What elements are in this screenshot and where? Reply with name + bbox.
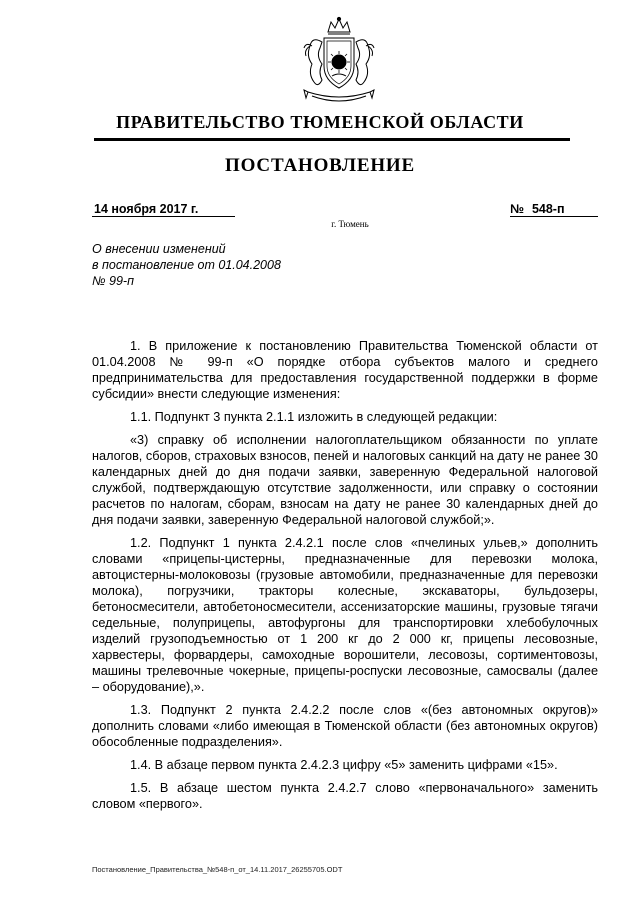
decree-number-line <box>510 202 598 217</box>
subject-line: № 99-п <box>92 274 134 288</box>
government-name: ПРАВИТЕЛЬСТВО ТЮМЕНСКОЙ ОБЛАСТИ <box>116 112 524 132</box>
decree-body <box>92 338 598 819</box>
title-rule <box>94 138 570 141</box>
number-symbol: № <box>510 202 524 216</box>
subject-line: О внесении изменений <box>92 242 226 256</box>
decree-subject <box>92 241 352 289</box>
coat-of-arms-emblem <box>298 16 380 110</box>
paragraph: 1.4. В абзаце первом пункта 2.4.2.3 цифру «5» заменить цифрами «15». <box>130 758 558 772</box>
paragraph: 1. В приложение к постановлению Правительства Тюменской области от 01.04.2008 № 99-п «О порядке отбора субъектов малого и среднего предпринимательства для предоставления государственной поддержки в форме субсидии» внести следующие изменения: <box>92 339 598 401</box>
paragraph: «3) справку об исполнении налогоплательщиком обязанности по уплате налогов, сборов, страховых взносов, пеней и налоговых санкций на дату не ранее 30 календарных дней до дня подачи заявки, заверенную Федеральной налоговой службой, подтверждающую отсутствие задолженности, или справку о состоянии расчетов по налогам, сборам, взносам на дату не ранее 30 календарных дней до дня подачи заявки, заверенную Федеральной налоговой службой;». <box>92 433 598 527</box>
decree-number: 548-п <box>531 202 565 216</box>
paragraph: 1.2. Подпункт 1 пункта 2.4.2.1 после слов «пчелиных ульев,» дополнить словами «прицепы-цистерны, предназначенные для перевозки молока, автоцистерны-молоковозы (грузовые автомобили, предназначенные для перевозки молока), погрузчики, тракторы колесные, экскаваторы, бульдозеры, бетоносмесители, автобетоносмесители, ассенизаторские машины, грузовые тягачи седельные, полуприцепы, автофургоны для транспортировки хлебобулочных изделий грузоподъемностью от 1 200 кг до 2 000 кг, прицепы лесовозные, харвестеры, форвардеры, самоходные ворошители, лесовозы, сортиментовозы, машины трелевочные чокерные, прицепы-роспуски лесовозные, самосвалы (далее – оборудование),». <box>92 536 598 694</box>
paragraph: 1.1. Подпункт 3 пункта 2.1.1 изложить в следующей редакции: <box>130 410 498 424</box>
footer-file-name: Постановление_Правительства_№548-п_от_14.11.2017_26255705.ODT <box>92 865 343 874</box>
paragraph: 1.5. В абзаце шестом пункта 2.4.2.7 слово «первоначального» заменить словом «первого». <box>92 781 598 811</box>
document-type: ПОСТАНОВЛЕНИЕ <box>225 155 415 176</box>
paragraph: 1.3. Подпункт 2 пункта 2.4.2.2 после слов «(без автономных округов)» дополнить словами «либо имеющая в Тюменской области (без автономных округов) обособленные подразделения». <box>92 703 598 749</box>
city: г. Тюмень <box>331 219 369 229</box>
decree-date: 14 ноября 2017 г. <box>92 202 235 217</box>
subject-line: в постановление от 01.04.2008 <box>92 258 281 272</box>
